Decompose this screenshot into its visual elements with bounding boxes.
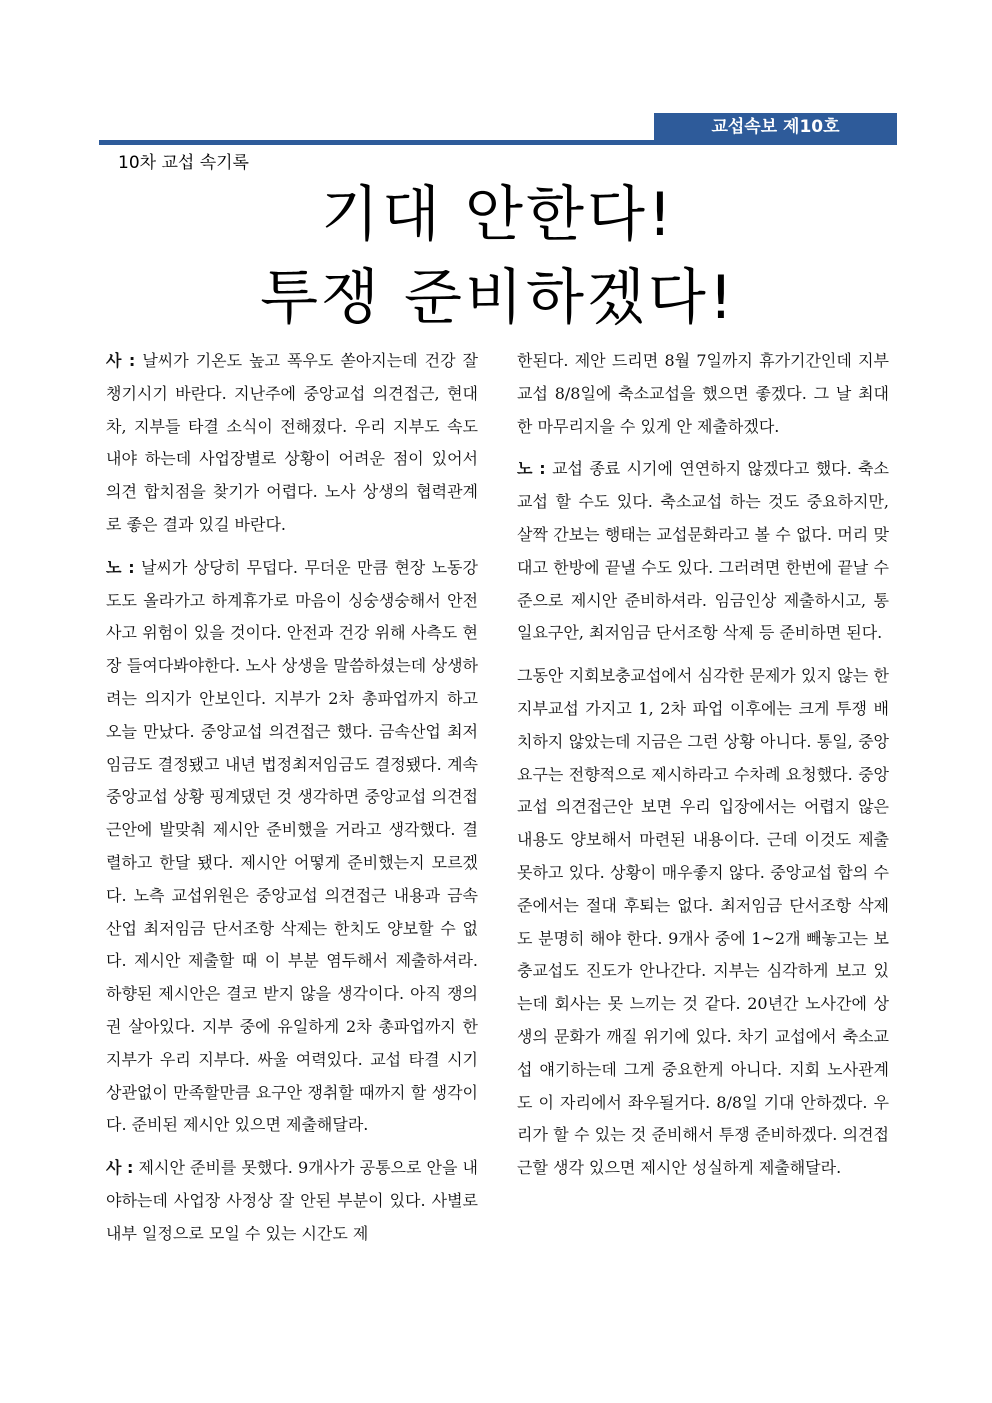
paragraph-text: 날씨가 상당히 무덥다. 무더운 만큼 현장 노동강도도 올라가고 하계휴가로 마음이 싱숭생숭해서 안전사고 위험이 있을 것이다. 안전과 건강 위해 사측도 현장 들여다봐야한다. 노사 상생을 말씀하셨는데 상생하려는 의지가 안보인다. 지부가 2차 총파업까지 하고 오늘 만났다. 중앙교섭 의견접근 했다. 금속산업 최저임금도 결정됐고 내년 법정최저임금도 결정됐다. 계속 중앙교섭 상황 핑계댔던 것 생각하면 중앙교섭 의견접근안에 발맞춰 제시안 준비했을 거라고 생각했다. 결렬하고 한달 됐다. 제시안 어떻게 준비했는지 모르겠다. 노측 교섭위원은 중앙교섭 의견접근 내용과 금속산업 최저임금 단서조항 삭제는 한치도 양보할 수 없다. 제시안 제출할 때 이 부분 염두해서 제출하셔라. 하향된 제시안은 결코 받지 않을 생각이다. 아직 쟁의권 살아있다. 지부 중에 유일하게 2차 총파업까지 한 지부가 우리 지부다. 싸울 여력있다. 교섭 타결 시기 상관없이 만족할만큼 요구안 쟁취할 때까지 할 생각이다. 준비된 제시안 있으면 제출해달라. bbox=[106, 557, 478, 1135]
paragraph-text: 제시안 준비를 못했다. 9개사가 공통으로 안을 내야하는데 사업장 사정상 잘 안된 부분이 있다. 사별로 내부 일정으로 모일 수 있는 시간도 제 bbox=[106, 1158, 478, 1243]
right-column bbox=[517, 345, 889, 1195]
paragraph-text: 그동안 지회보충교섭에서 심각한 문제가 있지 않는 한 지부교섭 가지고 1, 2차 파업 이후에는 크게 투쟁 배치하지 않았는데 지금은 그런 상황 아니다. 통일, 중앙요구는 전향적으로 제시하라고 수차례 요청했다. 중앙교섭 의견접근안 보면 우리 입장에서는 어렵지 않은 내용도 양보해서 마련된 내용이다. 근데 이것도 제출 못하고 있다. 상황이 매우좋지 않다. 중앙교섭 합의 수준에서는 절대 후퇴는 없다. 최저임금 단서조항 삭제도 분명히 해야 한다. 9개사 중에 1~2개 빼놓고는 보충교섭도 진도가 안나간다. 지부는 심각하게 보고 있는데 회사는 못 느끼는 것 같다. 20년간 노사간에 상생의 문화가 깨질 위기에 있다. 차기 교섭에서 축소교섭 얘기하는데 그게 중요한게 아니다. 지회 노사관계도 이 자리에서 좌우될거다. 8/8일 기대 안하겠다. 우리가 할 수 있는 것 준비해서 투쟁 준비하겠다. 의견접근할 생각 있으면 제시안 성실하게 제출해달라. bbox=[517, 666, 889, 1178]
paragraph bbox=[106, 552, 478, 1142]
paragraph bbox=[106, 1152, 478, 1250]
paragraph bbox=[106, 345, 478, 542]
paragraph bbox=[517, 453, 889, 650]
speaker-label: 사 : bbox=[106, 351, 136, 370]
speaker-label: 사 : bbox=[106, 1158, 134, 1178]
header-rule bbox=[99, 140, 897, 145]
headline-line-1: 기대 안한다! bbox=[321, 180, 675, 250]
paragraph-text: 교섭 종료 시기에 연연하지 않겠다고 했다. 축소교섭 할 수도 있다. 축소교섭 하는 것도 중요하지만, 살짝 간보는 행태는 교섭문화라고 볼 수 없다. 머리 맞대고 한방에 끝낼 수도 있다. 그러려면 한번에 끝날 수준으로 제시안 준비하셔라. 임금인상 제출하시고, 통일요구안, 최저임금 단서조항 삭제 등 준비하면 된다. bbox=[517, 459, 889, 643]
paragraph-text: 한된다. 제안 드리면 8월 7일까지 휴가기간인데 지부교섭 8/8일에 축소교섭을 했으면 좋겠다. 그 날 최대한 마무리지을 수 있게 안 제출하겠다. bbox=[517, 351, 889, 436]
paragraph-text: 날씨가 기온도 높고 폭우도 쏟아지는데 건강 잘 챙기시기 바란다. 지난주에 중앙교섭 의견접근, 현대차, 지부들 타결 소식이 전해졌다. 우리 지부도 속도 내야 하는데 사업장별로 상황이 어려운 점이 있어서 의견 합치점을 찾기가 어렵다. 노사 상생의 협력관계로 좋은 결과 있길 바란다. bbox=[106, 351, 478, 534]
subtitle: 10차 교섭 속기록 bbox=[118, 153, 249, 173]
headline-line-2: 투쟁 준비하겠다! bbox=[260, 263, 736, 333]
paragraph bbox=[517, 345, 889, 443]
left-column bbox=[106, 345, 478, 1261]
speaker-label: 노 : bbox=[517, 459, 546, 479]
issue-badge: 교섭속보 제10호 bbox=[654, 113, 897, 141]
paragraph bbox=[517, 660, 889, 1185]
speaker-label: 노 : bbox=[106, 557, 135, 577]
